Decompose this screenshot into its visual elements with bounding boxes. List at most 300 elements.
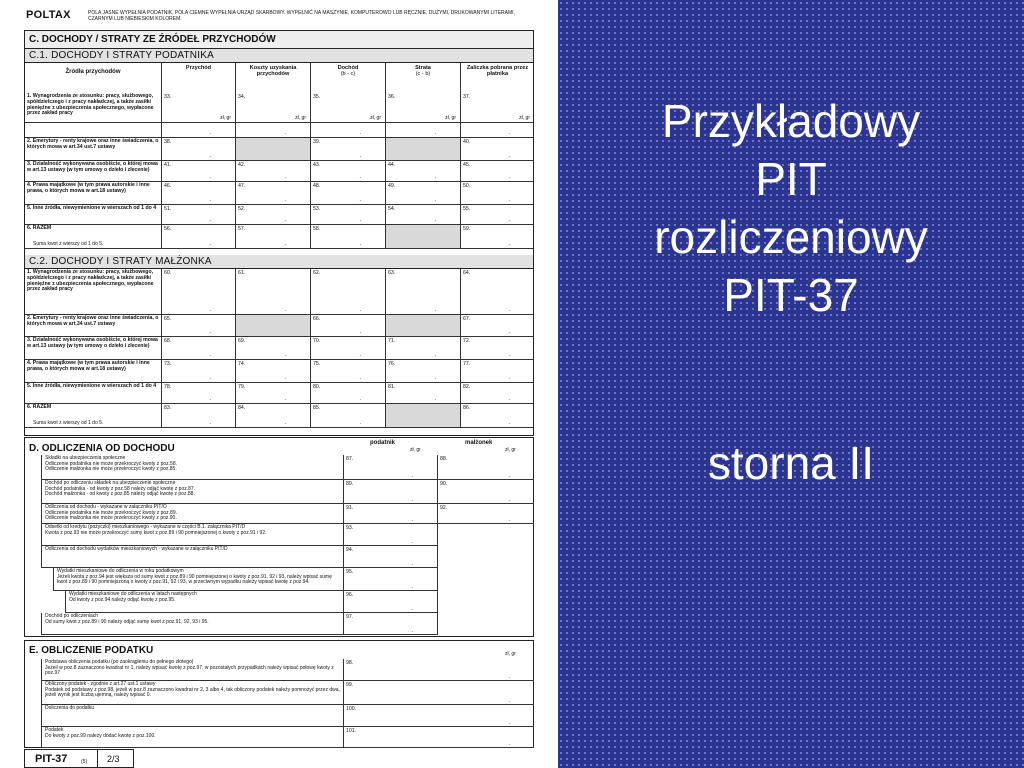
field-number: 75. (313, 361, 321, 367)
field-number: 51. (164, 206, 172, 212)
footer-divider (97, 750, 98, 767)
field-number: 91. (346, 505, 354, 511)
field-number: 54. (388, 206, 396, 212)
row-label: 1. Wynagrodzenia ze stosunku: pracy, służbowego, spółdzielczego i z pracy nakładczej, a także zasiłki pieniężne z ubezpieczenia społecznego, wypłacone przez zakład pracy (27, 93, 154, 117)
table-row (41, 455, 343, 480)
amount-field[interactable] (460, 315, 534, 336)
amount-field[interactable] (161, 138, 235, 160)
decimal-separator: . (359, 375, 361, 381)
amount-field[interactable] (460, 269, 534, 314)
table-row (25, 269, 533, 315)
field-number: 62. (313, 270, 321, 276)
section-d-title: D. ODLICZENIA OD DOCHODU (29, 443, 175, 454)
amount-field[interactable] (310, 182, 385, 204)
table-row (25, 93, 533, 138)
decimal-separator: . (359, 153, 361, 159)
field-number: 42. (238, 162, 246, 168)
field-number: 96. (346, 592, 354, 598)
unit-label: zł, gr (220, 115, 231, 121)
field-number: 58. (313, 226, 321, 232)
row-text: Dochód po odliczeniach Od sumy kwot z poz.89 i 90 należy odjąć sumę kwot z poz.91, 92, 93 i 95. (45, 613, 209, 625)
amount-field[interactable] (235, 161, 310, 181)
table-row (25, 360, 533, 383)
amount-field[interactable] (310, 383, 385, 403)
field-number: 67. (463, 316, 471, 322)
decimal-separator: . (284, 241, 286, 247)
blank-cell (437, 568, 534, 591)
amount-field[interactable] (310, 404, 385, 427)
field-number: 43. (313, 162, 321, 168)
table-row (41, 613, 343, 635)
amount-field[interactable] (310, 161, 385, 181)
row-label: 2. Emerytury - renty krajowe oraz inne świadczenia, o których mowa w art.34 ust.7 ustawy (27, 315, 159, 327)
decimal-separator: . (508, 352, 510, 358)
amount-field[interactable] (343, 546, 437, 568)
amount-field[interactable] (343, 568, 437, 591)
shaded-cell (385, 225, 460, 248)
amount-field[interactable] (310, 225, 385, 248)
row-label: 6. RAZEM (27, 225, 52, 231)
col-taxpayer: podatnik (370, 440, 395, 446)
field-number: 56. (164, 226, 172, 232)
decimal-separator: . (359, 174, 361, 180)
field-number: 35. (313, 94, 321, 100)
decimal-separator: . (434, 375, 436, 381)
field-number: 71. (388, 338, 396, 344)
table-row (25, 383, 533, 404)
field-number: 97. (346, 614, 354, 620)
blank-cell (437, 613, 534, 635)
form-code: PIT-37 (35, 753, 68, 765)
amount-field[interactable] (310, 138, 385, 160)
amount-field[interactable] (343, 705, 534, 727)
field-number: 37. (463, 94, 471, 100)
col-dochod-label: Dochód (337, 65, 359, 71)
amount-field[interactable] (310, 93, 385, 137)
form-footer (24, 749, 134, 768)
amount-field[interactable] (310, 205, 385, 224)
decimal-separator: . (434, 130, 436, 136)
field-number: 46. (164, 183, 172, 189)
decimal-separator: . (359, 197, 361, 203)
field-number: 49. (388, 183, 396, 189)
amount-field[interactable] (161, 161, 235, 181)
field-number: 86. (463, 405, 471, 411)
field-number: 38. (164, 139, 172, 145)
table-row (25, 182, 533, 205)
table-row (25, 138, 533, 161)
row-text: Podstawa obliczenia podatku (po zaokrągleniu do pełnego złotego) Jeżeli w poz.8 zaznaczono kwadrat nr 1, należy wpisać kwotę z poz.97, w pozostałych przypadkach należy wpisać połowę kwoty z poz.97 (45, 659, 334, 677)
decimal-separator: . (508, 174, 510, 180)
field-number: 88. (440, 456, 448, 462)
amount-field[interactable] (343, 613, 437, 635)
amount-field[interactable] (437, 455, 534, 480)
amount-field[interactable] (343, 455, 437, 480)
amount-field[interactable] (343, 727, 534, 748)
amount-field[interactable] (460, 138, 534, 160)
col-strata-label: Strata (415, 65, 431, 71)
row-text: Wydatki mieszkaniowe do odliczenia w latach następnych Od kwoty z poz.94 należy odjąć kwotę z poz.95. (69, 591, 197, 603)
decimal-separator: . (508, 241, 510, 247)
amount-field[interactable] (235, 383, 310, 403)
amount-field[interactable] (460, 182, 534, 204)
decimal-separator: . (284, 352, 286, 358)
field-number: 89. (346, 481, 354, 487)
decimal-separator: . (508, 517, 510, 523)
amount-field[interactable] (385, 205, 460, 224)
blank-cell (437, 546, 534, 568)
field-number: 93. (346, 525, 354, 531)
table-row (25, 315, 533, 337)
decimal-separator: . (508, 375, 510, 381)
field-number: 39. (313, 139, 321, 145)
amount-field[interactable] (235, 404, 310, 427)
field-number: 92. (440, 505, 448, 511)
form-code-version: (5) (81, 759, 88, 765)
amount-field[interactable] (343, 591, 437, 613)
field-number: 85. (313, 405, 321, 411)
amount-field[interactable] (460, 404, 534, 427)
decimal-separator: . (284, 420, 286, 426)
field-number: 94. (346, 547, 354, 553)
amount-field[interactable] (161, 182, 235, 204)
decimal-separator: . (284, 217, 286, 223)
amount-field[interactable] (310, 337, 385, 359)
unit-label: zł, gr (370, 115, 381, 121)
c1-title: C.1. DOCHODY I STRATY PODATNIKA (25, 49, 533, 63)
decimal-separator: . (209, 241, 211, 247)
row-text: Odsetki od kredytu (pożyczki) mieszkaniowego - wykazane w części B.1. załącznika PIT/D Kwota z poz.93 nie może przekroczyć sumy kwot z poz.89 i 90 pomniejszonej o kwoty z poz.91 i 92. (45, 524, 267, 536)
decimal-separator: . (434, 307, 436, 313)
field-number: 55. (463, 206, 471, 212)
amount-field[interactable] (385, 161, 460, 181)
decimal-separator: . (209, 217, 211, 223)
row-label: 4. Prawa majątkowe (w tym prawa autorskie i inne prawa, o których mowa w art.18 ustawy) (27, 360, 150, 372)
field-number: 47. (238, 183, 246, 189)
field-number: 36. (388, 94, 396, 100)
field-number: 34. (238, 94, 246, 100)
decimal-separator: . (209, 130, 211, 136)
decimal-separator: . (508, 497, 510, 503)
decimal-separator: . (209, 352, 211, 358)
decimal-separator: . (284, 375, 286, 381)
row-text: Podatek Do kwoty z poz.99 należy dodać kwotę z poz.100. (45, 727, 156, 739)
decimal-separator: . (359, 241, 361, 247)
field-number: 45. (463, 162, 471, 168)
field-number: 84. (238, 405, 246, 411)
amount-field[interactable] (385, 360, 460, 382)
section-e-title: E. OBLICZENIE PODATKU (29, 645, 154, 656)
field-number: 40. (463, 139, 471, 145)
section-d (24, 437, 534, 637)
amount-field[interactable] (235, 337, 310, 359)
table-row (41, 659, 343, 681)
decimal-separator: . (359, 329, 361, 335)
field-number: 50. (463, 183, 471, 189)
table-row (41, 480, 343, 504)
slide-title-line: PIT (755, 153, 827, 205)
field-number: 87. (346, 456, 354, 462)
unit-label: zł, gr (410, 447, 421, 453)
amount-field[interactable] (161, 269, 235, 314)
amount-field[interactable] (343, 480, 437, 504)
decimal-separator: . (411, 606, 413, 612)
amount-field[interactable] (235, 269, 310, 314)
table-row (65, 591, 343, 613)
row-label: 3. Działalność wykonywana osobiście, o której mowa w art.13 ustawy (w tym umowy o dzieło i zlecenie) (27, 161, 158, 173)
amount-field[interactable] (161, 360, 235, 382)
decimal-separator: . (434, 174, 436, 180)
amount-field[interactable] (385, 93, 460, 137)
slide-title-line: rozliczeniowy (654, 211, 928, 263)
field-number: 66. (313, 316, 321, 322)
field-number: 41. (164, 162, 172, 168)
section-c (24, 30, 534, 436)
field-number: 65. (164, 316, 172, 322)
amount-field[interactable] (460, 93, 534, 137)
field-number: 99. (346, 682, 354, 688)
decimal-separator: . (508, 674, 510, 680)
amount-field[interactable] (310, 269, 385, 314)
decimal-separator: . (411, 539, 413, 545)
amount-field[interactable] (161, 315, 235, 336)
decimal-separator: . (209, 307, 211, 313)
amount-field[interactable] (385, 269, 460, 314)
decimal-separator: . (411, 628, 413, 634)
blank-cell (437, 591, 534, 613)
amount-field[interactable] (385, 337, 460, 359)
decimal-separator: . (284, 174, 286, 180)
amount-field[interactable] (437, 504, 534, 524)
decimal-separator: . (508, 720, 510, 726)
field-number: 68. (164, 338, 172, 344)
decimal-separator: . (434, 197, 436, 203)
poltax-logo: POLTAX (26, 9, 71, 21)
col-costs-label: Koszty uzyskania przychodów (249, 65, 297, 77)
decimal-separator: . (508, 698, 510, 704)
unit-label: zł, gr (505, 447, 516, 453)
shaded-cell (235, 315, 310, 336)
decimal-separator: . (411, 584, 413, 590)
row-text: Składki na ubezpieczenia społeczne Odliczenie podatnika nie może przekroczyć kwoty z poz.58. Odliczenie małżonka nie może przekroczyć kwoty z poz.85. (45, 455, 178, 473)
field-number: 83. (164, 405, 172, 411)
table-row (41, 705, 343, 727)
row-label: 1. Wynagrodzenia ze stosunku: pracy, służbowego, spółdzielczego i z pracy nakładczej, a także zasiłki pieniężne z ubezpieczenia społecznego, wypłacone przez zakład pracy (27, 269, 154, 293)
unit-label: zł, gr (519, 115, 530, 121)
decimal-separator: . (508, 197, 510, 203)
amount-field[interactable] (235, 205, 310, 224)
decimal-separator: . (359, 420, 361, 426)
col-strata-sub: (c - b) (415, 71, 431, 77)
amount-field[interactable] (161, 205, 235, 224)
amount-field[interactable] (460, 337, 534, 359)
decimal-separator: . (411, 497, 413, 503)
field-number: 100. (346, 706, 357, 712)
decimal-separator: . (209, 153, 211, 159)
blank-cell (437, 524, 534, 546)
row-label: 5. Inne źródła, niewymienione w wierszach od 1 do 4 (27, 205, 157, 211)
decimal-separator: . (209, 375, 211, 381)
decimal-separator: . (284, 307, 286, 313)
table-row (25, 404, 533, 428)
row-sublabel: Suma kwot z wierszy od 1 do 5. (33, 241, 104, 247)
row-text: Odliczenia od dochodu wydatków mieszkaniowych - wykazane w załączniku PIT/D (45, 546, 228, 552)
form-header (0, 0, 558, 30)
section-e (24, 640, 534, 748)
field-number: 33. (164, 94, 172, 100)
decimal-separator: . (359, 352, 361, 358)
amount-field[interactable] (460, 161, 534, 181)
slide-subtitle: storna II (707, 437, 875, 489)
table-row (41, 504, 343, 524)
amount-field[interactable] (385, 383, 460, 403)
amount-field[interactable] (343, 659, 534, 681)
shaded-cell (385, 315, 460, 336)
field-number: 82. (463, 384, 471, 390)
amount-field[interactable] (343, 504, 437, 524)
page-number: 2/3 (107, 754, 120, 764)
decimal-separator: . (209, 396, 211, 402)
field-number: 57. (238, 226, 246, 232)
col-advance-label: Zaliczka pobrana przez płatnika (466, 65, 529, 77)
row-label: 6. RAZEM (27, 404, 52, 410)
decimal-separator: . (209, 197, 211, 203)
row-text: Odliczenia od dochodu - wykazane w załączniku PIT/O Odliczenie podatnika nie może przekroczyć kwoty z poz.89. Odliczenie małżonka nie może przekroczyć kwoty z poz.90. (45, 504, 178, 522)
field-number: 60. (164, 270, 172, 276)
shaded-cell (235, 138, 310, 160)
decimal-separator: . (508, 396, 510, 402)
amount-field[interactable] (161, 404, 235, 427)
amount-field[interactable] (235, 182, 310, 204)
c2-title: C.2. DOCHODY I STRATY MAŁŻONKA (25, 255, 533, 269)
col-dochod-sub: (b - c) (340, 71, 356, 77)
amount-field[interactable] (460, 383, 534, 403)
section-c-title: C. DOCHODY / STRATY ZE ŹRÓDEŁ PRZYCHODÓW (25, 31, 533, 49)
row-text: Wydatki mieszkaniowe do odliczenia w roku podatkowym Jeżeli kwota z poz.94 jest większa od sumy kwot z poz.89 i 90 pomniejszonej o kwoty z poz.91, 92 i 93, należy wpisać sumę kwot z poz.89 i 90 pomniejszoną o kwoty z poz.91, 92 i 93, w przeciwnym wypadku należy wpisać kwotę z poz.94. (57, 568, 332, 586)
field-number: 98. (346, 660, 354, 666)
amount-field[interactable] (161, 383, 235, 403)
row-label: 2. Emerytury - renty krajowe oraz inne świadczenia, o których mowa w art.34 ust.7 ustawy (27, 138, 159, 150)
decimal-separator: . (434, 352, 436, 358)
field-number: 81. (388, 384, 396, 390)
field-number: 53. (313, 206, 321, 212)
amount-field[interactable] (310, 360, 385, 382)
field-number: 69. (238, 338, 246, 344)
amount-field[interactable] (437, 480, 534, 504)
amount-field[interactable] (235, 360, 310, 382)
col-spouse: małżonek (465, 440, 493, 446)
unit-label: zł, gr (445, 115, 456, 121)
field-number: 101. (346, 728, 357, 734)
row-text: Doliczenia do podatku (45, 705, 95, 711)
decimal-separator: . (411, 517, 413, 523)
amount-field[interactable] (460, 360, 534, 382)
table-row (41, 681, 343, 705)
shaded-cell (385, 138, 460, 160)
table-row (25, 205, 533, 225)
decimal-separator: . (359, 307, 361, 313)
field-number: 73. (164, 361, 172, 367)
header-instructions: POLA JASNE WYPEŁNIA PODATNIK, POLA CIEMNE WYPEŁNIA URZĄD SKARBOWY. WYPEŁNIĆ NA MASZYNIE, KOMPUTEROWO LUB RĘCZNIE, DUŻYMI, DRUKOWANYMI LITERAMI, CZARNYM LUB NIEBIESKIM KOLOREM. (88, 10, 515, 22)
amount-field[interactable] (235, 225, 310, 248)
field-number: 76. (388, 361, 396, 367)
amount-field[interactable] (385, 182, 460, 204)
decimal-separator: . (411, 473, 413, 479)
decimal-separator: . (209, 329, 211, 335)
amount-field[interactable] (460, 205, 534, 224)
table-row (25, 337, 533, 360)
amount-field[interactable] (161, 337, 235, 359)
field-number: 95. (346, 569, 354, 575)
decimal-separator: . (284, 197, 286, 203)
table-row (41, 546, 343, 568)
amount-field[interactable] (235, 93, 310, 137)
field-number: 90. (440, 481, 448, 487)
decimal-separator: . (434, 396, 436, 402)
field-number: 59. (463, 226, 471, 232)
decimal-separator: . (508, 741, 510, 747)
slide-title (562, 92, 1020, 324)
table-row (41, 727, 343, 748)
decimal-separator: . (508, 420, 510, 426)
decimal-separator: . (411, 561, 413, 567)
amount-field[interactable] (161, 93, 235, 137)
field-number: 79. (238, 384, 246, 390)
decimal-separator: . (359, 130, 361, 136)
table-row (53, 568, 343, 591)
decimal-separator: . (284, 130, 286, 136)
amount-field[interactable] (460, 225, 534, 248)
col-source: Źródła przychodów (65, 69, 121, 75)
col-income-label: Przychód (185, 65, 212, 71)
amount-field[interactable] (161, 225, 235, 248)
field-number: 74. (238, 361, 246, 367)
row-label: 4. Prawa majątkowe (w tym prawa autorskie i inne prawa, o których mowa w art.18 ustawy) (27, 182, 150, 194)
decimal-separator: . (209, 174, 211, 180)
decimal-separator: . (508, 307, 510, 313)
unit-label: zł, gr (295, 115, 306, 121)
slide-title-line: PIT-37 (723, 269, 859, 321)
decimal-separator: . (284, 396, 286, 402)
decimal-separator: . (508, 329, 510, 335)
field-number: 77. (463, 361, 471, 367)
unit-label: zł, gr (505, 651, 516, 657)
row-label: 3. Działalność wykonywana osobiście, o której mowa w art.13 ustawy (w tym umowy o dzieło i zlecenie) (27, 337, 158, 349)
decimal-separator: . (209, 420, 211, 426)
amount-field[interactable] (343, 524, 437, 546)
field-number: 78. (164, 384, 172, 390)
amount-field[interactable] (310, 315, 385, 336)
field-number: 72. (463, 338, 471, 344)
decimal-separator: . (508, 473, 510, 479)
shaded-cell (385, 404, 460, 427)
decimal-separator: . (359, 396, 361, 402)
table-row (25, 225, 533, 249)
field-number: 80. (313, 384, 321, 390)
decimal-separator: . (508, 217, 510, 223)
table-row (25, 161, 533, 182)
table-row (41, 524, 343, 546)
amount-field[interactable] (343, 681, 534, 705)
decimal-separator: . (508, 130, 510, 136)
field-number: 48. (313, 183, 321, 189)
decimal-separator: . (359, 217, 361, 223)
field-number: 64. (463, 270, 471, 276)
row-text: Obliczony podatek - zgodnie z art.27 ust.1 ustawy Podatek od podstawy z poz.98, jeżeli w poz.8 zaznaczono kwadrat nr 2, 3 albo 4, tak obliczony podatek należy pomnożyć przez dwa, jeżeli wynik jest liczbą ujemną, należy wpisać 0. (45, 681, 340, 699)
field-number: 52. (238, 206, 246, 212)
field-number: 63. (388, 270, 396, 276)
field-number: 44. (388, 162, 396, 168)
